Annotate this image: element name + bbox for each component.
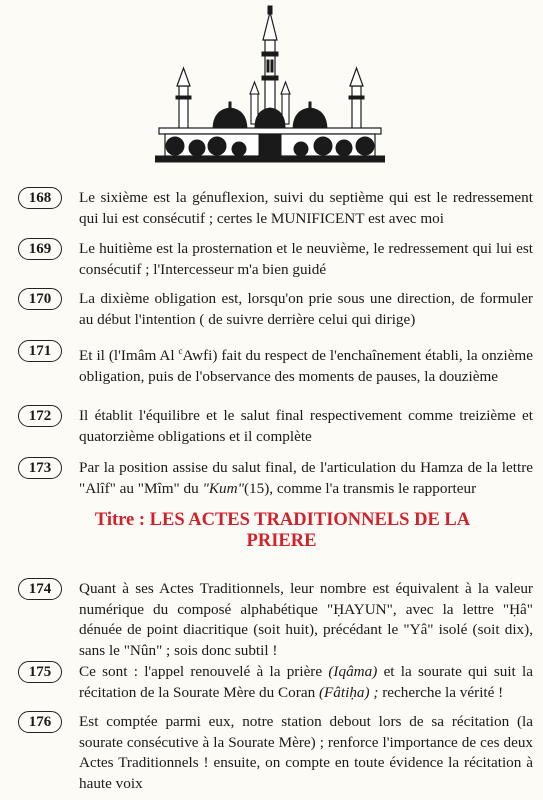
verse-text: Par la position assise du salut final, de l'articulation du Hamza de la lettre "Alîf" au "Mîm" du "Kum"(15), comme l'a transmis le rapporteur [79,459,533,497]
verse-number-badge: 175 [18,661,62,683]
verse-number-badge: 174 [18,578,62,600]
verse-text: Est comptée parmi eux, notre station debout lors de sa récitation (la sourate consécutive à la Sourate Mère) ; renforce l'importance de ces deux Actes Traditionnels ! ensuite, on compte en toute évidence la récitation à haute voix [79,713,533,792]
verse-number-badge: 171 [18,340,62,362]
verse-number-badge: 176 [18,711,62,733]
verse-number-badge: 172 [18,405,62,427]
verse-text: Quant à ses Actes Traditionnels, leur nombre est équivalent à la valeur numérique du composé alphabétique "ḤAYUN", avec la lettre "Ḥâ" dénuée de point diacritique (soit huit), précédant le "Yâ" isolé (soit dix), sans le "Nûn" ; sois donc subtil ! [79,580,533,659]
verse-text: Il établit l'équilibre et le salut final respectivement comme treizième et quatorzième obligations et il complète [79,407,533,445]
verse-text: Le sixième est la génuflexion, suivi du septième qui est le redressement qui lui est consécutif ; certes le MUNIFICENT est avec moi [79,189,533,227]
section-heading [0,510,543,552]
verse-text: Ce sont : l'appel renouvelé à la prière (Iqâma) et la sourate qui suit la récitation de la Sourate Mère du Coran (Fâtiḥa) ; recherche la vérité ! [79,663,533,701]
verse-text: La dixième obligation est, lorsqu'on prie sous une direction, de formuler au début l'intention ( de suivre derrière celui qui dirige) [79,290,533,328]
section-heading-line2: PRIERE [246,531,317,551]
verse-text: Le huitième est la prosternation et le neuvième, le redressement qui lui est consécutif ; l'Intercesseur m'a bien guidé [79,240,533,278]
verse-number-badge: 173 [18,457,62,479]
mosque-illustration [155,4,385,166]
section-heading-line1: Titre : LES ACTES TRADITIONNELS DE LA [94,510,471,530]
verse-number-badge: 169 [18,238,62,260]
verse-number-badge: 168 [18,187,62,209]
verse-number-badge: 170 [18,288,62,310]
verse-text: Et il (l'Imâm Al $^c$Awfi) fait du respect de l'enchaînement établi, la onzième obligation, puis de l'observance des moments de pauses, la douzième [79,346,533,385]
